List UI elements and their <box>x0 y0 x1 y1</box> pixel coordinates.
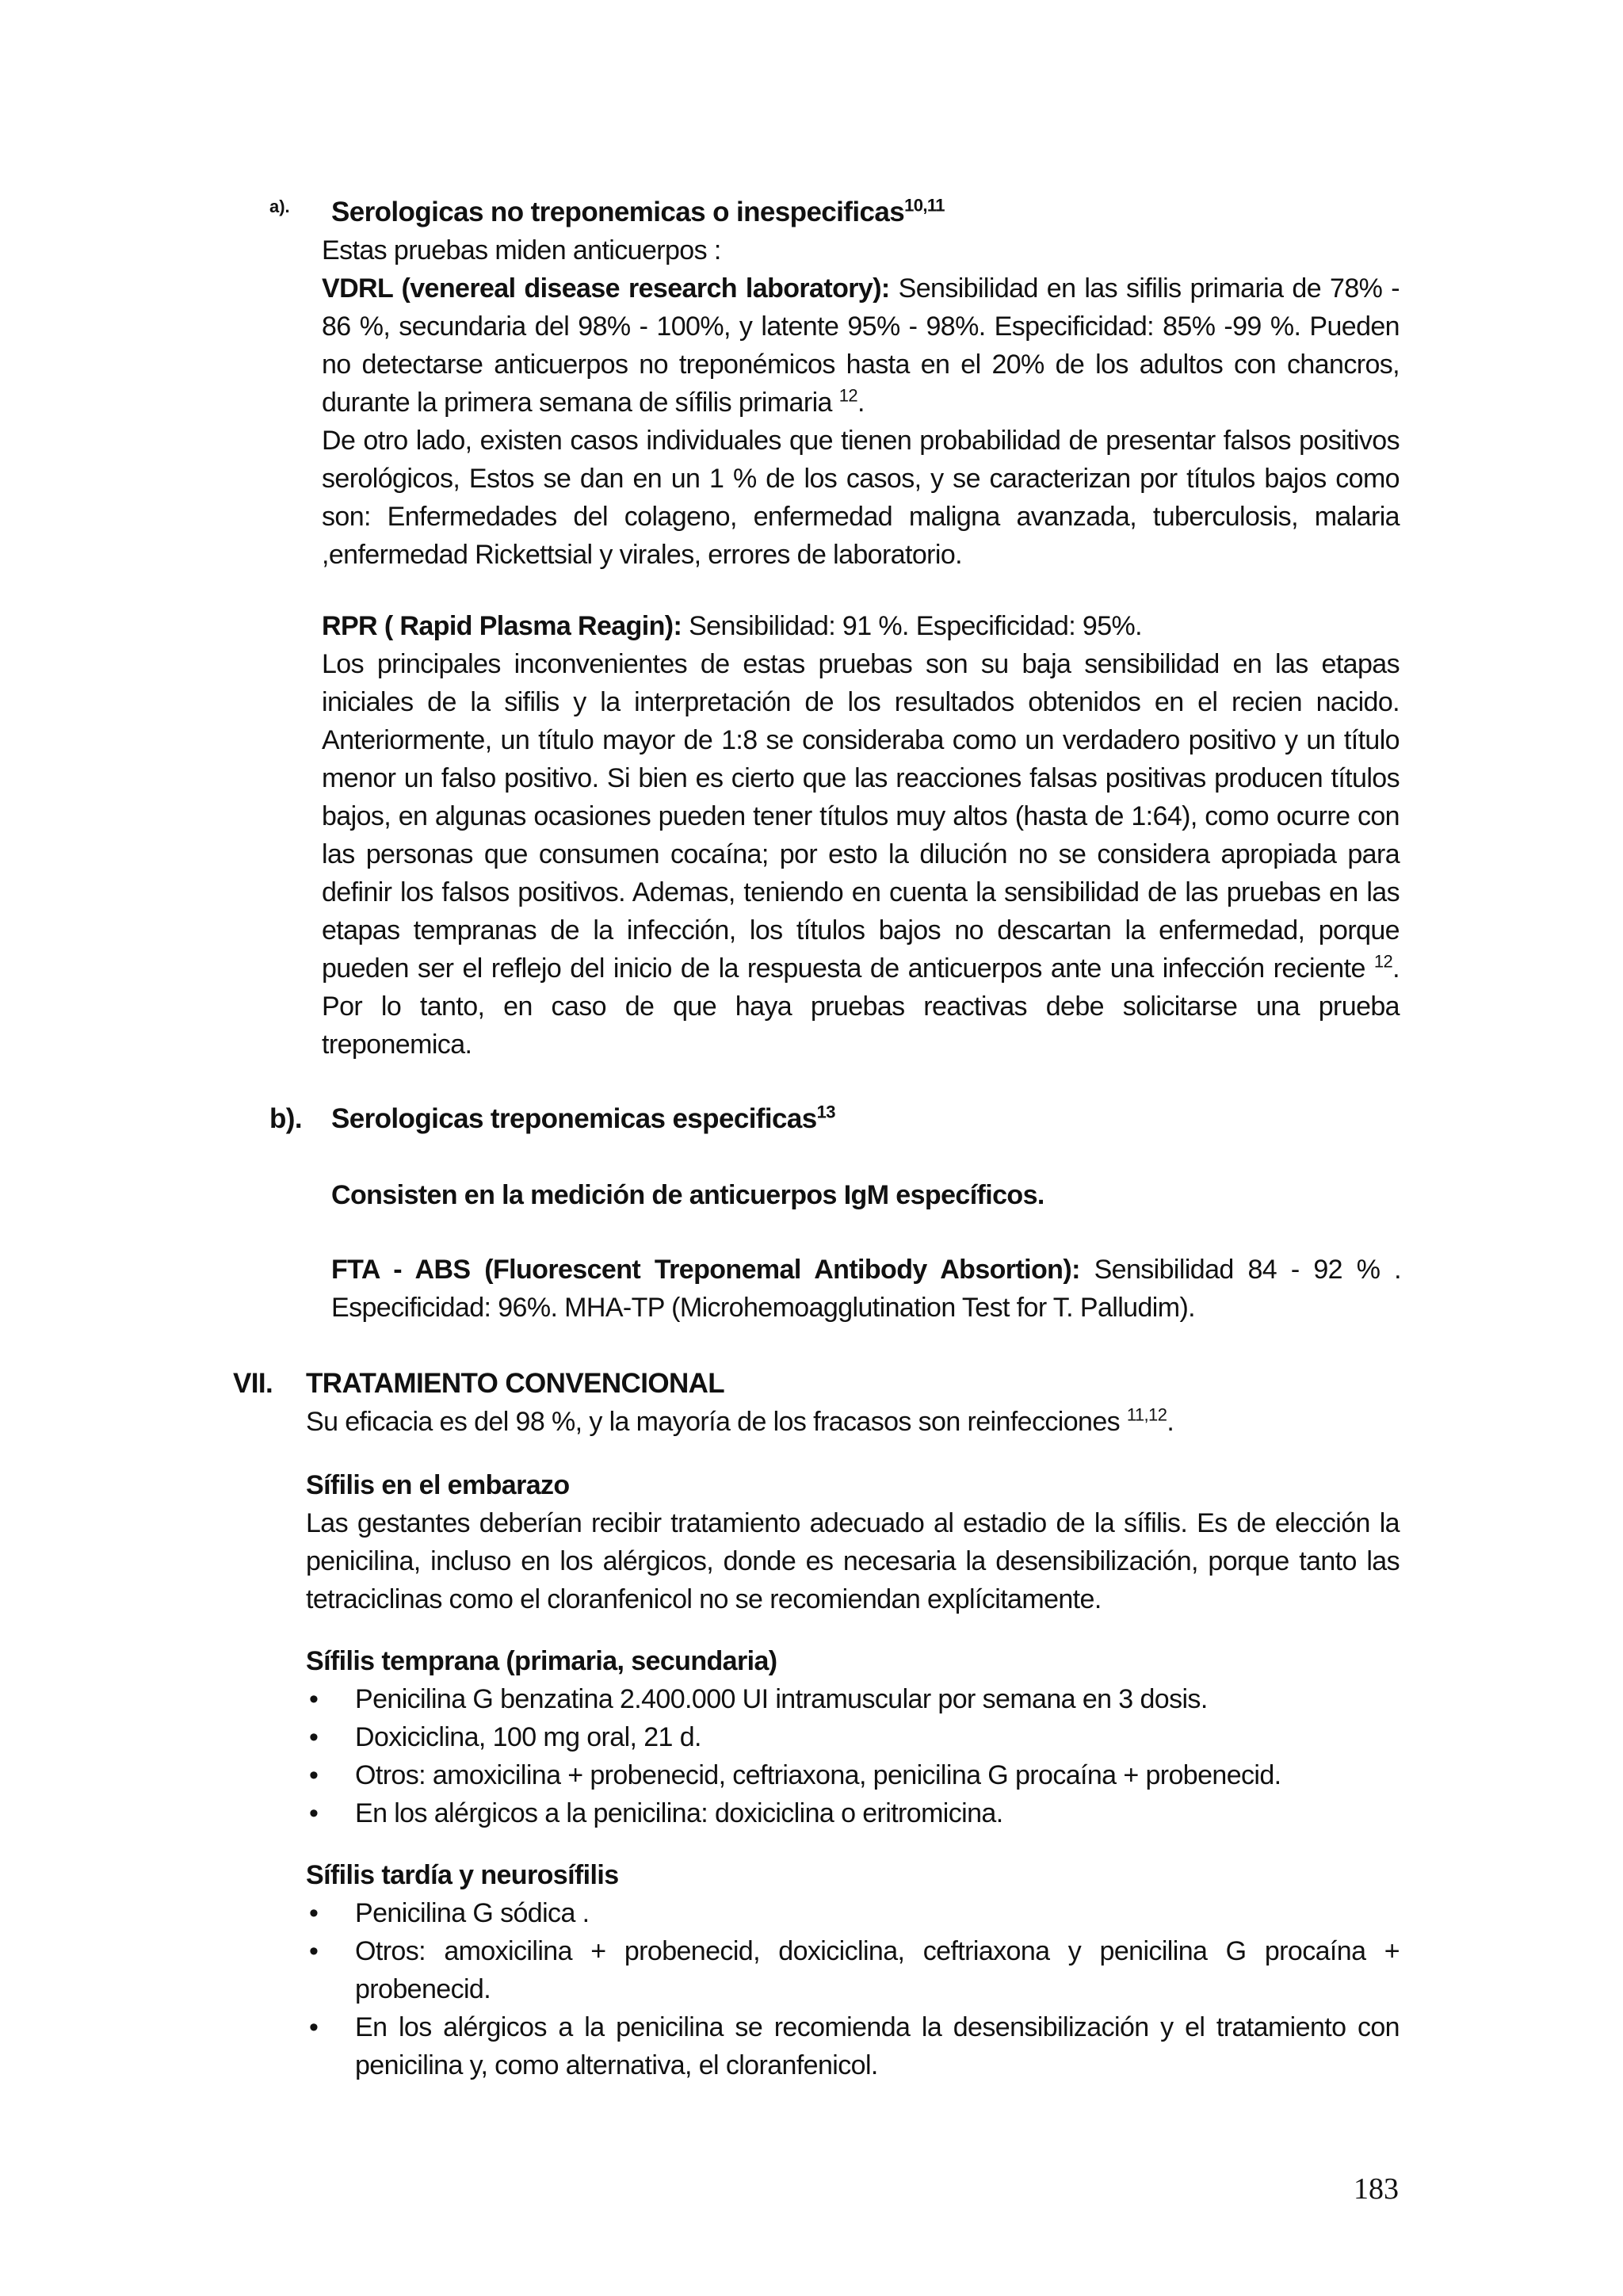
list-item: • Otros: amoxicilina + probenecid, doxiciclina, ceftriaxona y penicilina G procaína + probenecid. <box>306 1932 1400 2008</box>
section-vii-body <box>306 1403 1400 1441</box>
bullet-icon: • <box>309 1722 319 1752</box>
embarazo-paragraph: Las gestantes deberían recibir tratamiento adecuado al estadio de la sífilis. Es de elección la penicilina, incluso en los alérgicos, donde es necesaria la desensibilización, porque tanto las tetraciclinas como el cloranfenicol no se recomiendan explícitamente. <box>306 1508 1400 1614</box>
vdrl-paragraph: VDRL (venereal disease research laboratory): Sensibilidad en las sifilis primaria de 78% - 86 %, secundaria del 98% - 100%, y latente 95% - 98%. Especificidad: 85% -99 %. Pueden no detectarse anticuerpos no treponémicos hasta en el 20% de los adultos con chancros, durante la primera semana de sífilis primaria $^{12}$. <box>322 273 1400 418</box>
fta-label: FTA - ABS (Fluorescent Treponemal Antibody Absortion): <box>331 1255 1080 1285</box>
temprana-block <box>306 1642 1400 1680</box>
bullet-icon: • <box>309 1760 319 1790</box>
section-b-heading: Serologicas treponemicas especificas$^{13}$ <box>331 1102 835 1134</box>
list-item: • Doxiciclina, 100 mg oral, 21 d. <box>306 1718 1400 1756</box>
section-a-marker: a). <box>269 197 290 216</box>
embarazo-heading: Sífilis en el embarazo <box>306 1470 570 1500</box>
section-b-marker: b). <box>269 1103 302 1134</box>
section-vii-intro: Su eficacia es del 98 %, y la mayoría de los fracasos son reinfecciones $^{11,12}$. <box>306 1404 1174 1437</box>
fta-paragraph: FTA - ABS (Fluorescent Treponemal Antibody Absortion): Sensibilidad 84 - 92 % . Especificidad: 96%. MHA-TP (Microhemoagglutination Test for T. Palludim). <box>331 1255 1401 1323</box>
rpr-paragraph: Los principales inconvenientes de estas pruebas son su baja sensibilidad en las etapas iniciales de la sifilis y la interpretación de los resultados obtenidos en el recien nacido. Anteriormente, un título mayor de 1:8 se consideraba como un verdadero positivo y un título menor un falso positivo. Si bien es cierto que las reacciones falsas positivas producen títulos bajos, en algunas ocasiones pueden tener títulos muy altos (hasta de 1:64), como ocurre con las personas que consumen cocaína; por esto la dilución no se considera apropiada para definir los falsos positivos. Ademas, teniendo en cuenta la sensibilidad de las pruebas en las etapas tempranas de la infección, los títulos bajos no descartan la enfermedad, porque pueden ser el reflejo del inicio de la respuesta de anticuerpos ante una infección reciente $^{12}$. Por lo tanto, en caso de que haya pruebas reactivas debe solicitarse una prueba treponemica. <box>322 649 1400 1060</box>
list-item: • En los alérgicos a la penicilina: doxiciclina o eritromicina. <box>306 1794 1400 1832</box>
section-a-heading-ref: 10,11 <box>904 195 945 216</box>
bullet-icon: • <box>309 2012 319 2042</box>
section-a-intro: Estas pruebas miden anticuerpos : <box>322 235 721 266</box>
bullet-icon: • <box>309 1798 319 1828</box>
list-item: • Otros: amoxicilina + probenecid, ceftriaxona, penicilina G procaína + probenecid. <box>306 1756 1400 1794</box>
section-b-consist: Consisten en la medición de anticuerpos IgM específicos. <box>331 1180 1044 1210</box>
rpr-label: RPR ( Rapid Plasma Reagin): <box>322 611 682 641</box>
list-item: • En los alérgicos a la penicilina se recomienda la desensibilización y el tratamiento con penicilina y, como alternativa, el cloranfenicol. <box>306 2008 1400 2084</box>
section-vii-numeral: VII. <box>233 1368 273 1399</box>
rpr-ref: 12 <box>1373 951 1393 972</box>
vdrl-label: VDRL (venereal disease research laboratory): <box>322 273 890 304</box>
embarazo-block <box>306 1466 1400 1618</box>
vdrl-ref: 12 <box>838 385 857 406</box>
tardia-heading: Sífilis tardía y neurosífilis <box>306 1860 619 1890</box>
tardia-list <box>306 1894 1400 2084</box>
section-vii-heading: TRATAMIENTO CONVENCIONAL <box>306 1368 725 1399</box>
page-number: 183 <box>1354 2172 1399 2206</box>
tardia-block <box>306 1856 1400 1894</box>
section-b-heading-ref: 13 <box>816 1102 835 1122</box>
list-item: • Penicilina G benzatina 2.400.000 UI intramuscular por semana en 3 dosis. <box>306 1680 1400 1718</box>
section-a-body <box>322 231 1400 574</box>
section-vii-intro-ref: 11,12 <box>1126 1404 1167 1425</box>
vdrl-false-positives-paragraph: De otro lado, existen casos individuales que tienen probabilidad de presentar falsos positivos serológicos, Estos se dan en un 1 % de los casos, y se caracterizan por títulos bajos como son: Enfermedades del colageno, enfermedad maligna avanzada, tuberculosis, malaria ,enfermedad Rickettsial y virales, errores de laboratorio. <box>322 426 1400 570</box>
bullet-icon: • <box>309 1684 319 1714</box>
temprana-list <box>306 1680 1400 1832</box>
temprana-heading: Sífilis temprana (primaria, secundaria) <box>306 1646 777 1676</box>
rpr-line: RPR ( Rapid Plasma Reagin): Sensibilidad: 91 %. Especificidad: 95%. <box>322 611 1143 641</box>
rpr-block <box>322 607 1400 1064</box>
bullet-icon: • <box>309 1898 319 1928</box>
list-item: • Penicilina G sódica . <box>306 1894 1400 1932</box>
section-a-heading: Serologicas no treponemicas o inespecificas$^{10,11}$ <box>331 195 945 227</box>
fta-block <box>331 1251 1401 1327</box>
bullet-icon: • <box>309 1936 319 1966</box>
